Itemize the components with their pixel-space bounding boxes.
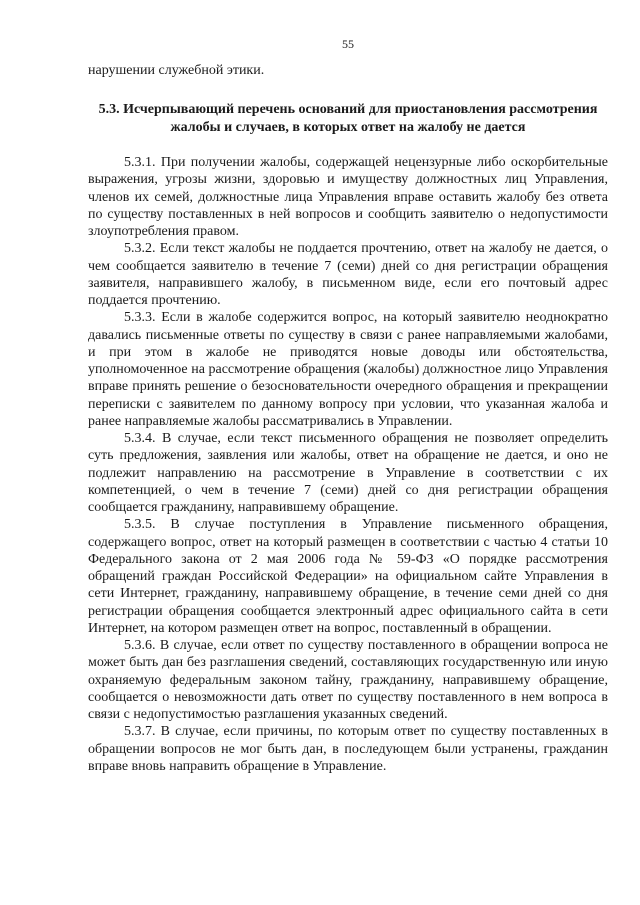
section-title: 5.3. Исчерпывающий перечень оснований для приостановления рассмотрения жалобы и случаев, в которых ответ на жалобу не дается xyxy=(98,102,598,135)
clause-5-3-6: 5.3.6. В случае, если ответ по существу поставленного в обращении вопроса не может быть дан без разглашения сведений, составляющих государственную или иную охраняемую федеральным законом тайну, гражданину, направившему обращение, сообщается о невозможности дать ответ по существу поставленного в нем вопроса в связи с недопустимостью разглашения указанных сведений. xyxy=(88,638,608,722)
clause-5-3-7: 5.3.7. В случае, если причины, по которым ответ по существу поставленных в обращении вопросов не мог быть дан, в последующем были устранены, гражданин вправе вновь направить обращение в Управление. xyxy=(88,724,608,774)
clause-5-3-1: 5.3.1. При получении жалобы, содержащей нецензурные либо оскорбительные выражения, угрозы жизни, здоровью и имуществу должностных лиц Управления, членов их семей, должностные лица Управления вправе оставить жалобу без ответа по существу поставленных в ней вопросов и сообщить заявителю о недопустимости злоупотребления правом. xyxy=(88,155,608,239)
page-number: 55 xyxy=(342,37,354,51)
clause-5-3-4: 5.3.4. В случае, если текст письменного обращения не позволяет определить суть предложения, заявления или жалобы, ответ на обращение не дается, и оно не подлежит направлению на рассмотрение в Управление в соответствии с их компетенцией, о чем в течение 7 (семи) дней со дня регистрации обращения сообщается гражданину, направившему обращение. xyxy=(88,431,608,515)
clause-5-3-5: 5.3.5. В случае поступления в Управление письменного обращения, содержащего вопрос, ответ на который размещен в соответствии с частью 4 статьи 10 Федерального закона от 2 мая 2006 года № 59-ФЗ «О порядке рассмотрения обращений граждан Российской Федерации» на официальном сайте Управления в сети Интернет, гражданину, направившему обращение, в течение семи дней со дня регистрации обращения сообщается электронный адрес официального сайта в сети Интернет, на котором размещен ответ на вопрос, поставленный в обращении. xyxy=(88,517,608,636)
continuation-text: нарушении служебной этики. xyxy=(88,63,265,78)
clause-5-3-2: 5.3.2. Если текст жалобы не поддается прочтению, ответ на жалобу не дается, о чем сообщается заявителю в течение 7 (семи) дней со дня регистрации обращения заявителя, направившего жалобу, в письменном виде, если его почтовый адрес поддается прочтению. xyxy=(88,241,608,308)
clause-5-3-3: 5.3.3. Если в жалобе содержится вопрос, на который заявителю неоднократно давались письменные ответы по существу в связи с ранее направляемыми жалобами, и при этом в жалобе не приводятся новые доводы или обстоятельства, уполномоченное на рассмотрение обращения (жалобы) должностное лицо Управления вправе принять решение о безосновательности очередного обращения и прекращении переписки с заявителем по данному вопросу при условии, что указанная жалоба и ранее направляемые жалобы рассматривались в Управлении. xyxy=(88,310,608,429)
clauses-list xyxy=(88,154,608,775)
